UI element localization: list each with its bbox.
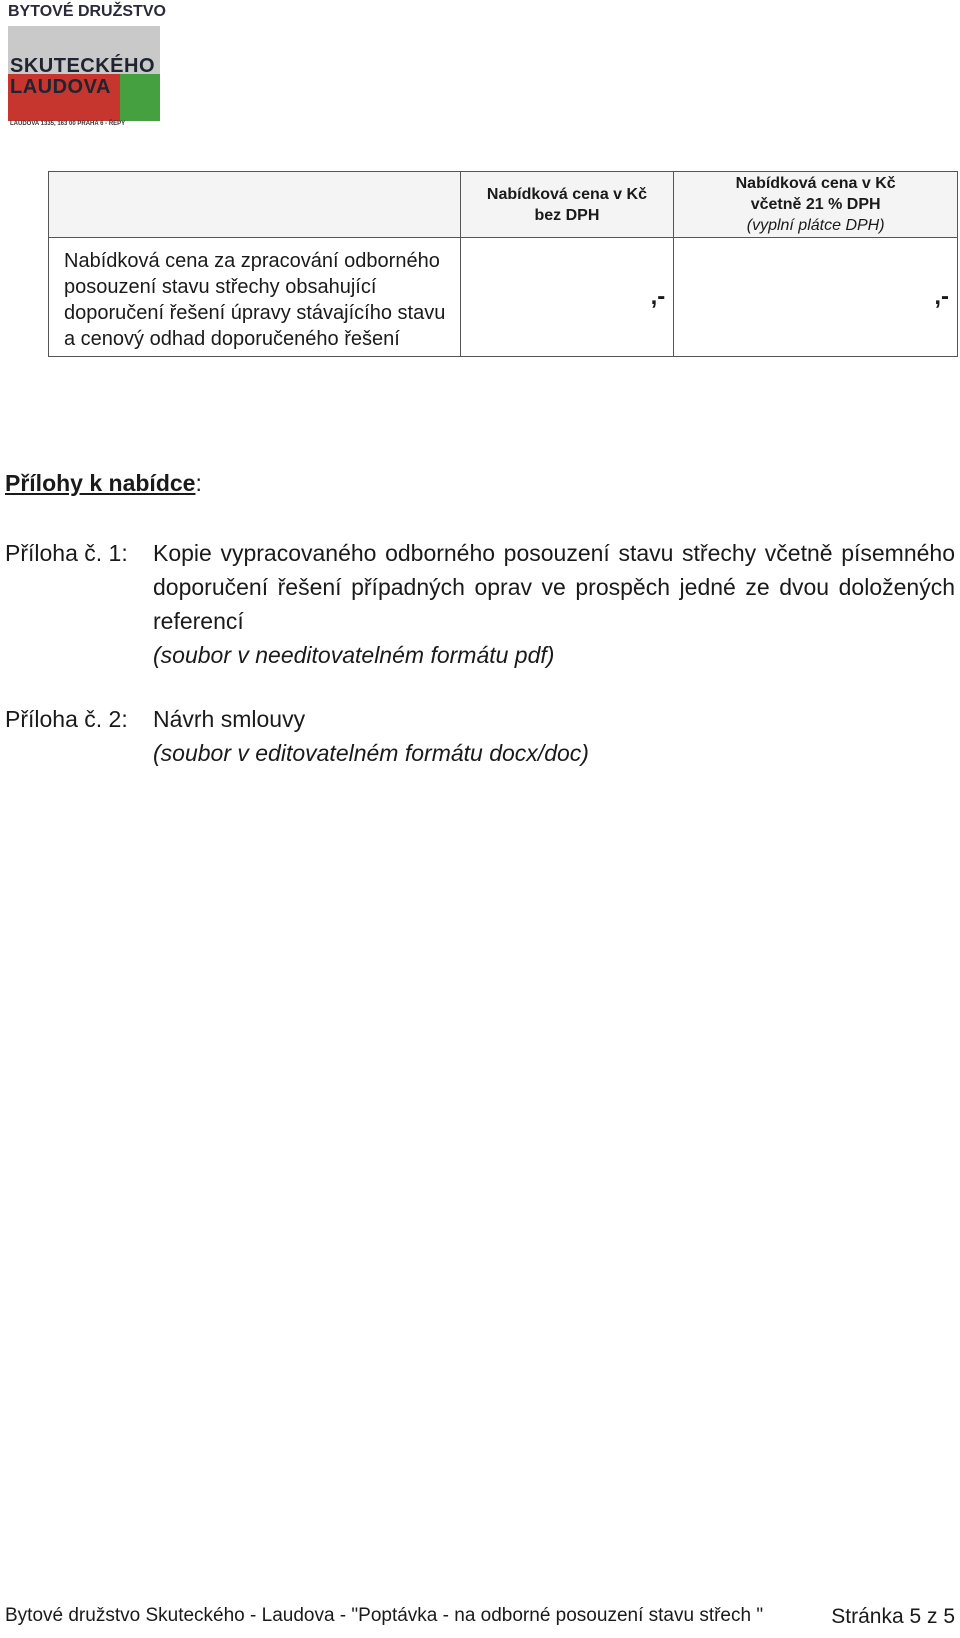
attachment-note: (soubor v editovatelném formátu docx/doc) (153, 740, 589, 766)
logo-line1: BYTOVÉ DRUŽSTVO (8, 3, 166, 20)
header-with-vat-note: (vyplní plátce DPH) (746, 217, 885, 234)
logo-name (10, 56, 155, 98)
attachment-text: Návrh smlouvy (153, 706, 306, 732)
footer-page-number: Stránka 5 z 5 (831, 1605, 955, 1628)
price-table-value-row (49, 238, 958, 357)
price-table-empty-header (49, 172, 461, 238)
attachment-item (5, 536, 955, 672)
logo-line2: SKUTECKÉHO (10, 55, 156, 77)
attachments-heading (5, 470, 202, 497)
company-logo (8, 3, 166, 130)
header-without-vat-line2: bez DPH (534, 206, 600, 224)
attachment-text: Kopie vypracovaného odborného posouzení stavu střechy včetně písemného doporučení řešení případných oprav ve prospěch jedné ze dvou doložených referencí (153, 540, 955, 634)
price-with-vat-field[interactable]: ,- (674, 238, 958, 357)
logo-graphic (8, 26, 160, 121)
attachment-note: (soubor v needitovatelném formátu pdf) (153, 642, 555, 668)
attachments-title: Přílohy k nabídce (5, 470, 196, 496)
header-with-vat-line2: včetně 21 % DPH (750, 196, 881, 213)
attachment-body (153, 702, 955, 770)
price-table (48, 171, 958, 357)
footer-document-title: Bytové družstvo Skuteckého - Laudova - "Poptávka - na odborné posouzení stavu střech " (5, 1605, 764, 1626)
price-table-header-row (49, 172, 958, 238)
header-price-with-vat (674, 172, 958, 238)
logo-line3: LAUDOVA (10, 76, 111, 98)
header-with-vat-line1: Nabídková cena v Kč (735, 175, 896, 192)
attachment-label: Příloha č. 2: (5, 706, 128, 732)
header-without-vat-line1: Nabídková cena v Kč (486, 185, 647, 203)
logo-address: LAUDOVA 1335, 163 00 PRAHA 6 - ŘEPY (10, 121, 126, 127)
attachments-title-colon: : (195, 470, 202, 496)
attachment-label: Příloha č. 1: (5, 540, 128, 566)
attachment-body (153, 536, 955, 672)
price-description: Nabídková cena za zpracování odborného posouzení stavu střechy obsahující doporučení řešení úpravy stávajícího stavu a cenový odhad doporučeného řešení (49, 238, 461, 357)
header-price-without-vat (460, 172, 674, 238)
price-without-vat-field[interactable]: ,- (460, 238, 674, 357)
attachment-item (5, 702, 955, 770)
